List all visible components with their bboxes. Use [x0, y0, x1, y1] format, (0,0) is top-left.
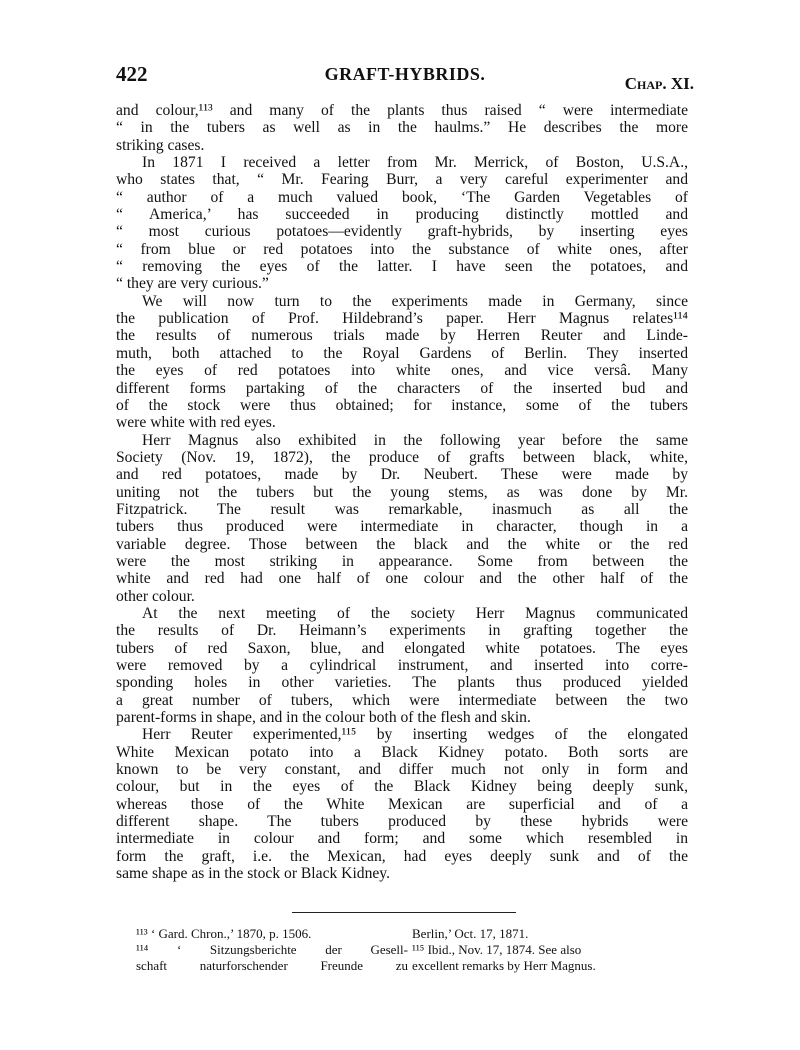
- text-line: other colour.: [116, 587, 195, 605]
- text-line: “ from blue or red potatoes into the substance of white ones, after: [116, 240, 688, 258]
- text-line: were the most striking in appearance. Some from between the: [116, 552, 688, 570]
- text-line: different forms partaking of the characters of the inserted bud and: [116, 379, 688, 397]
- text-line: variable degree. Those between the black and the white or the red: [116, 535, 688, 553]
- text-line: uniting not the tubers but the young stems, as was done by Mr.: [116, 483, 688, 501]
- text-line: Society (Nov. 19, 1872), the produce of grafts between black, white,: [116, 448, 688, 466]
- text-line: the eyes of red potatoes into white ones, and vice versâ. Many: [116, 362, 688, 380]
- footnote-line: schaft naturforschender Freunde zu: [136, 958, 408, 973]
- text-line: and red potatoes, made by Dr. Neubert. These were made by: [116, 466, 688, 484]
- page-number: 422: [116, 62, 148, 86]
- text-line: the results of numerous trials made by Herren Reuter and Linde-: [116, 327, 688, 345]
- running-title: GRAFT-HYBRIDS.: [324, 64, 486, 84]
- footnote-rule: [292, 912, 516, 913]
- text-line: of the stock were thus obtained; for instance, some of the tubers: [116, 396, 688, 414]
- page-header: [116, 62, 694, 92]
- footnotes-right-column: [412, 926, 684, 974]
- text-line: parent-forms in shape, and in the colour both of the flesh and skin.: [116, 709, 531, 727]
- footnotes-left-column: [136, 926, 408, 974]
- text-line: sponding holes in other varieties. The plants thus produced yielded: [116, 674, 688, 692]
- footnote-line: ¹¹⁵ Ibid., Nov. 17, 1874. See also: [412, 942, 582, 957]
- footnote-line: excellent remarks by Herr Magnus.: [412, 958, 596, 973]
- text-line: “ most curious potatoes—evidently graft-hybrids, by inserting eyes: [116, 223, 688, 241]
- text-line: known to be very constant, and differ much not only in form and: [116, 761, 688, 779]
- text-line: same shape as in the stock or Black Kidney.: [116, 865, 390, 883]
- text-line: a great number of tubers, which were intermediate between the two: [116, 691, 688, 709]
- chapter-label: Chap. XI.: [624, 74, 694, 93]
- text-line: colour, but in the eyes of the Black Kidney being deeply sunk,: [116, 778, 688, 796]
- text-line: “ removing the eyes of the latter. I have seen the potatoes, and: [116, 258, 688, 276]
- body-text: [116, 102, 688, 882]
- text-line: whereas those of the White Mexican are superficial and of a: [116, 795, 688, 813]
- text-line: White Mexican potato into a Black Kidney potato. Both sorts are: [116, 743, 688, 761]
- text-line: white and red had one half of one colour and the other half of the: [116, 570, 688, 588]
- text-line: and colour,¹¹³ and many of the plants thus raised “ were intermediate: [116, 102, 688, 119]
- text-line: “ America,’ has succeeded in producing distinctly mottled and: [116, 206, 688, 224]
- text-line: We will now turn to the experiments made in Germany, since: [142, 292, 688, 310]
- text-line: the results of Dr. Heimann’s experiments in grafting together the: [116, 622, 688, 640]
- text-line: different shape. The tubers produced by these hybrids were: [116, 813, 688, 831]
- text-line: the publication of Prof. Hildebrand’s paper. Herr Magnus relates¹¹⁴: [116, 310, 688, 328]
- text-line: tubers thus produced were intermediate in character, though in a: [116, 518, 688, 536]
- text-line: Herr Reuter experimented,¹¹⁵ by inserting wedges of the elongated: [142, 726, 688, 744]
- text-line: were removed by a cylindrical instrument, and inserted into corre-: [116, 657, 688, 674]
- text-line: Herr Magnus also exhibited in the following year before the same: [142, 431, 688, 449]
- text-line: In 1871 I received a letter from Mr. Merrick, of Boston, U.S.A.,: [142, 154, 688, 172]
- text-line: tubers of red Saxon, blue, and elongated white potatoes. The eyes: [116, 639, 688, 657]
- footnote-line: ¹¹⁴ ‘ Sitzungsberichte der Gesell-: [136, 942, 408, 957]
- footnote-line: ¹¹³ ‘ Gard. Chron.,’ 1870, p. 1506.: [136, 926, 312, 941]
- text-line: Fitzpatrick. The result was remarkable, inasmuch as all the: [116, 500, 688, 518]
- text-line: striking cases.: [116, 136, 205, 154]
- text-line: muth, both attached to the Royal Gardens of Berlin. They inserted: [116, 344, 688, 362]
- text-line: At the next meeting of the society Herr Magnus communicated: [142, 604, 688, 622]
- text-line: “ author of a much valued book, ‘The Garden Vegetables of: [116, 188, 688, 206]
- text-line: form the graft, i.e. the Mexican, had eyes deeply sunk and of the: [116, 847, 688, 865]
- text-line: were white with red eyes.: [116, 414, 276, 432]
- footnote-line: Berlin,’ Oct. 17, 1871.: [412, 926, 529, 941]
- text-line: “ they are very curious.”: [116, 275, 269, 293]
- text-line: intermediate in colour and form; and some which resembled in: [116, 830, 688, 848]
- text-line: “ in the tubers as well as in the haulms.” He describes the more: [116, 119, 688, 137]
- text-line: who states that, “ Mr. Fearing Burr, a very careful experimenter and: [116, 171, 688, 189]
